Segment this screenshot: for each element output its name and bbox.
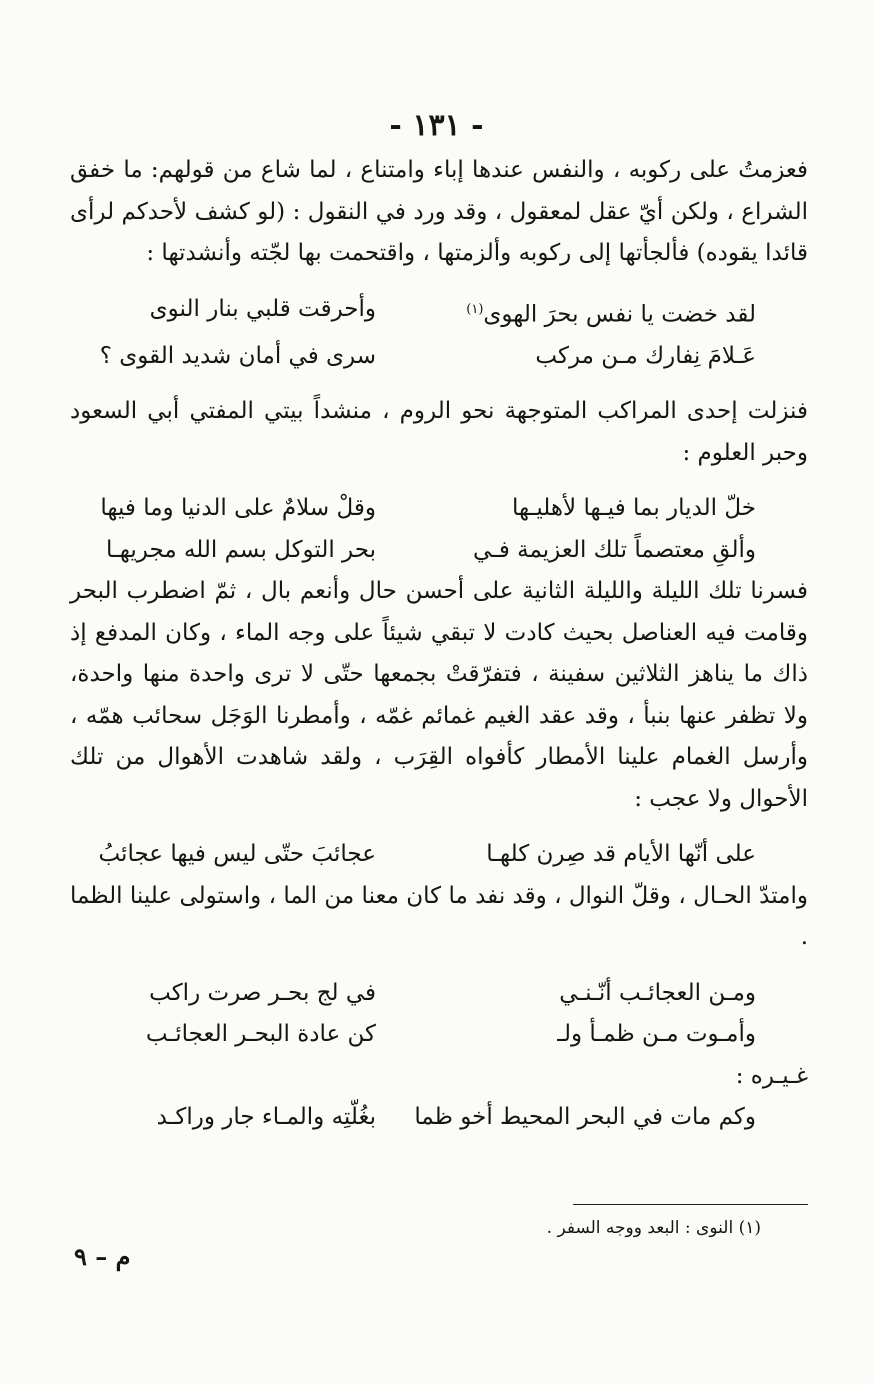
- verse-1-first-hemistich: لقد خضت يا نفس بحرَ الهوى$^{(١)}$: [466, 301, 756, 328]
- verse-5-first-hemistich: على أنّها الأيام قد صِرن كلهـا: [486, 841, 756, 868]
- verse-4-first-hemistich: وألقِ معتصماً تلك العزيمة فـي: [472, 536, 756, 563]
- verse-6-second-hemistich: في لج بحـر صرت راكب: [149, 979, 376, 1006]
- paragraph-5: غـيـره :: [735, 1062, 808, 1089]
- paragraph-2: فنزلت إحدى المراكب المتوجهة نحو الروم ، منشداً بيتي المفتي أبي السعود وحبر العلوم :: [70, 398, 808, 466]
- verse-line-4: [70, 530, 808, 572]
- verse-line-2: [70, 336, 808, 378]
- paragraph-4: وامتدّ الحـال ، وقلّ النوال ، وقد نفد ما كان معنا من الما ، واستولى علينا الظما .: [70, 882, 808, 951]
- footnote-reference: (١): [466, 301, 484, 317]
- verse-1-second-hemistich: وأحرقت قلبي بنار النوى: [149, 295, 376, 322]
- verse-line-6: [70, 973, 808, 1015]
- signature-mark: م – ٩: [74, 1242, 131, 1271]
- verse-6-first-hemistich: ومـن العجائـب أنّـنـي: [559, 979, 756, 1006]
- footnote: (١) النوى : البعد ووجه السفر .: [546, 1218, 761, 1238]
- verse-line-3: [70, 488, 808, 530]
- verse-3-second-hemistich: وقلْ سلامٌ على الدنيا وما فيها: [100, 495, 376, 522]
- verse-7-second-hemistich: كن عادة البحـر العجائـب: [145, 1021, 376, 1048]
- verse-5-second-hemistich: عجائبَ حتّى ليس فيها عجائبُ: [98, 841, 376, 868]
- verse-line-7: [70, 1014, 808, 1056]
- verse-4-second-hemistich: بحر التوكل بسم الله مجريهـا: [106, 536, 376, 563]
- verse-8-first-hemistich: وكم مات في البحر المحيط أخو ظما: [414, 1104, 756, 1131]
- paragraph-1: فعزمتُ على ركوبه ، والنفس عندها إباء وامتناع ، لما شاع من قولهم: ما خفق الشراع ، ولكن أيّ عقل لمعقول ، وقد ورد في النقول : (لو كشف لأحدكم لرأى قائدا يقوده) فألجأتها إلى ركوبه وألزمتها ، واقتحمت بها لجّته وأنشدتها :: [70, 157, 808, 266]
- verse-3-first-hemistich: خلّ الديار بما فيـها لأهليـها: [511, 495, 756, 522]
- page-number: - ١٣١ -: [389, 108, 484, 143]
- page-body: [70, 150, 808, 1139]
- verse-line-5: [70, 834, 808, 876]
- verse-line-8: [70, 1097, 808, 1139]
- footnote-separator: [573, 1204, 808, 1205]
- paragraph-3: فسرنا تلك الليلة والليلة الثانية على أحسن حال وأنعم بال ، ثمّ اضطرب البحر وقامت فيه العناصل بحيث كادت لا تبقي شيئاً على وجه الماء ، وكان المدفع إذ ذاك ما يناهز الثلاثين سفينة ، فتفرّقتْ بجمعها حتّى لا ترى واحدة منها واحدة، ولا تظفر عنها بنبأ ، وقد عقد الغيم غمائم غمّه ، وأمطرنا الوَجَل سحائب همّه ، وأرسل الغمام علينا الأمطار كأفواه القِرَب ، ولقد شاهدت الأهوال من تلك الأحوال ولا عجب :: [70, 578, 808, 812]
- verse-2-first-hemistich: عَـلامَ نِفارك مـن مركب: [535, 342, 756, 369]
- verse-8-second-hemistich: بغُلّتِه والمـاء جار وراكـد: [156, 1104, 376, 1131]
- verse-2-second-hemistich: سرى في أمان شديد القوى ؟: [99, 342, 376, 369]
- verse-line-1: [70, 289, 808, 336]
- verse-7-first-hemistich: وأمـوت مـن ظمـأ ولـ: [557, 1021, 756, 1048]
